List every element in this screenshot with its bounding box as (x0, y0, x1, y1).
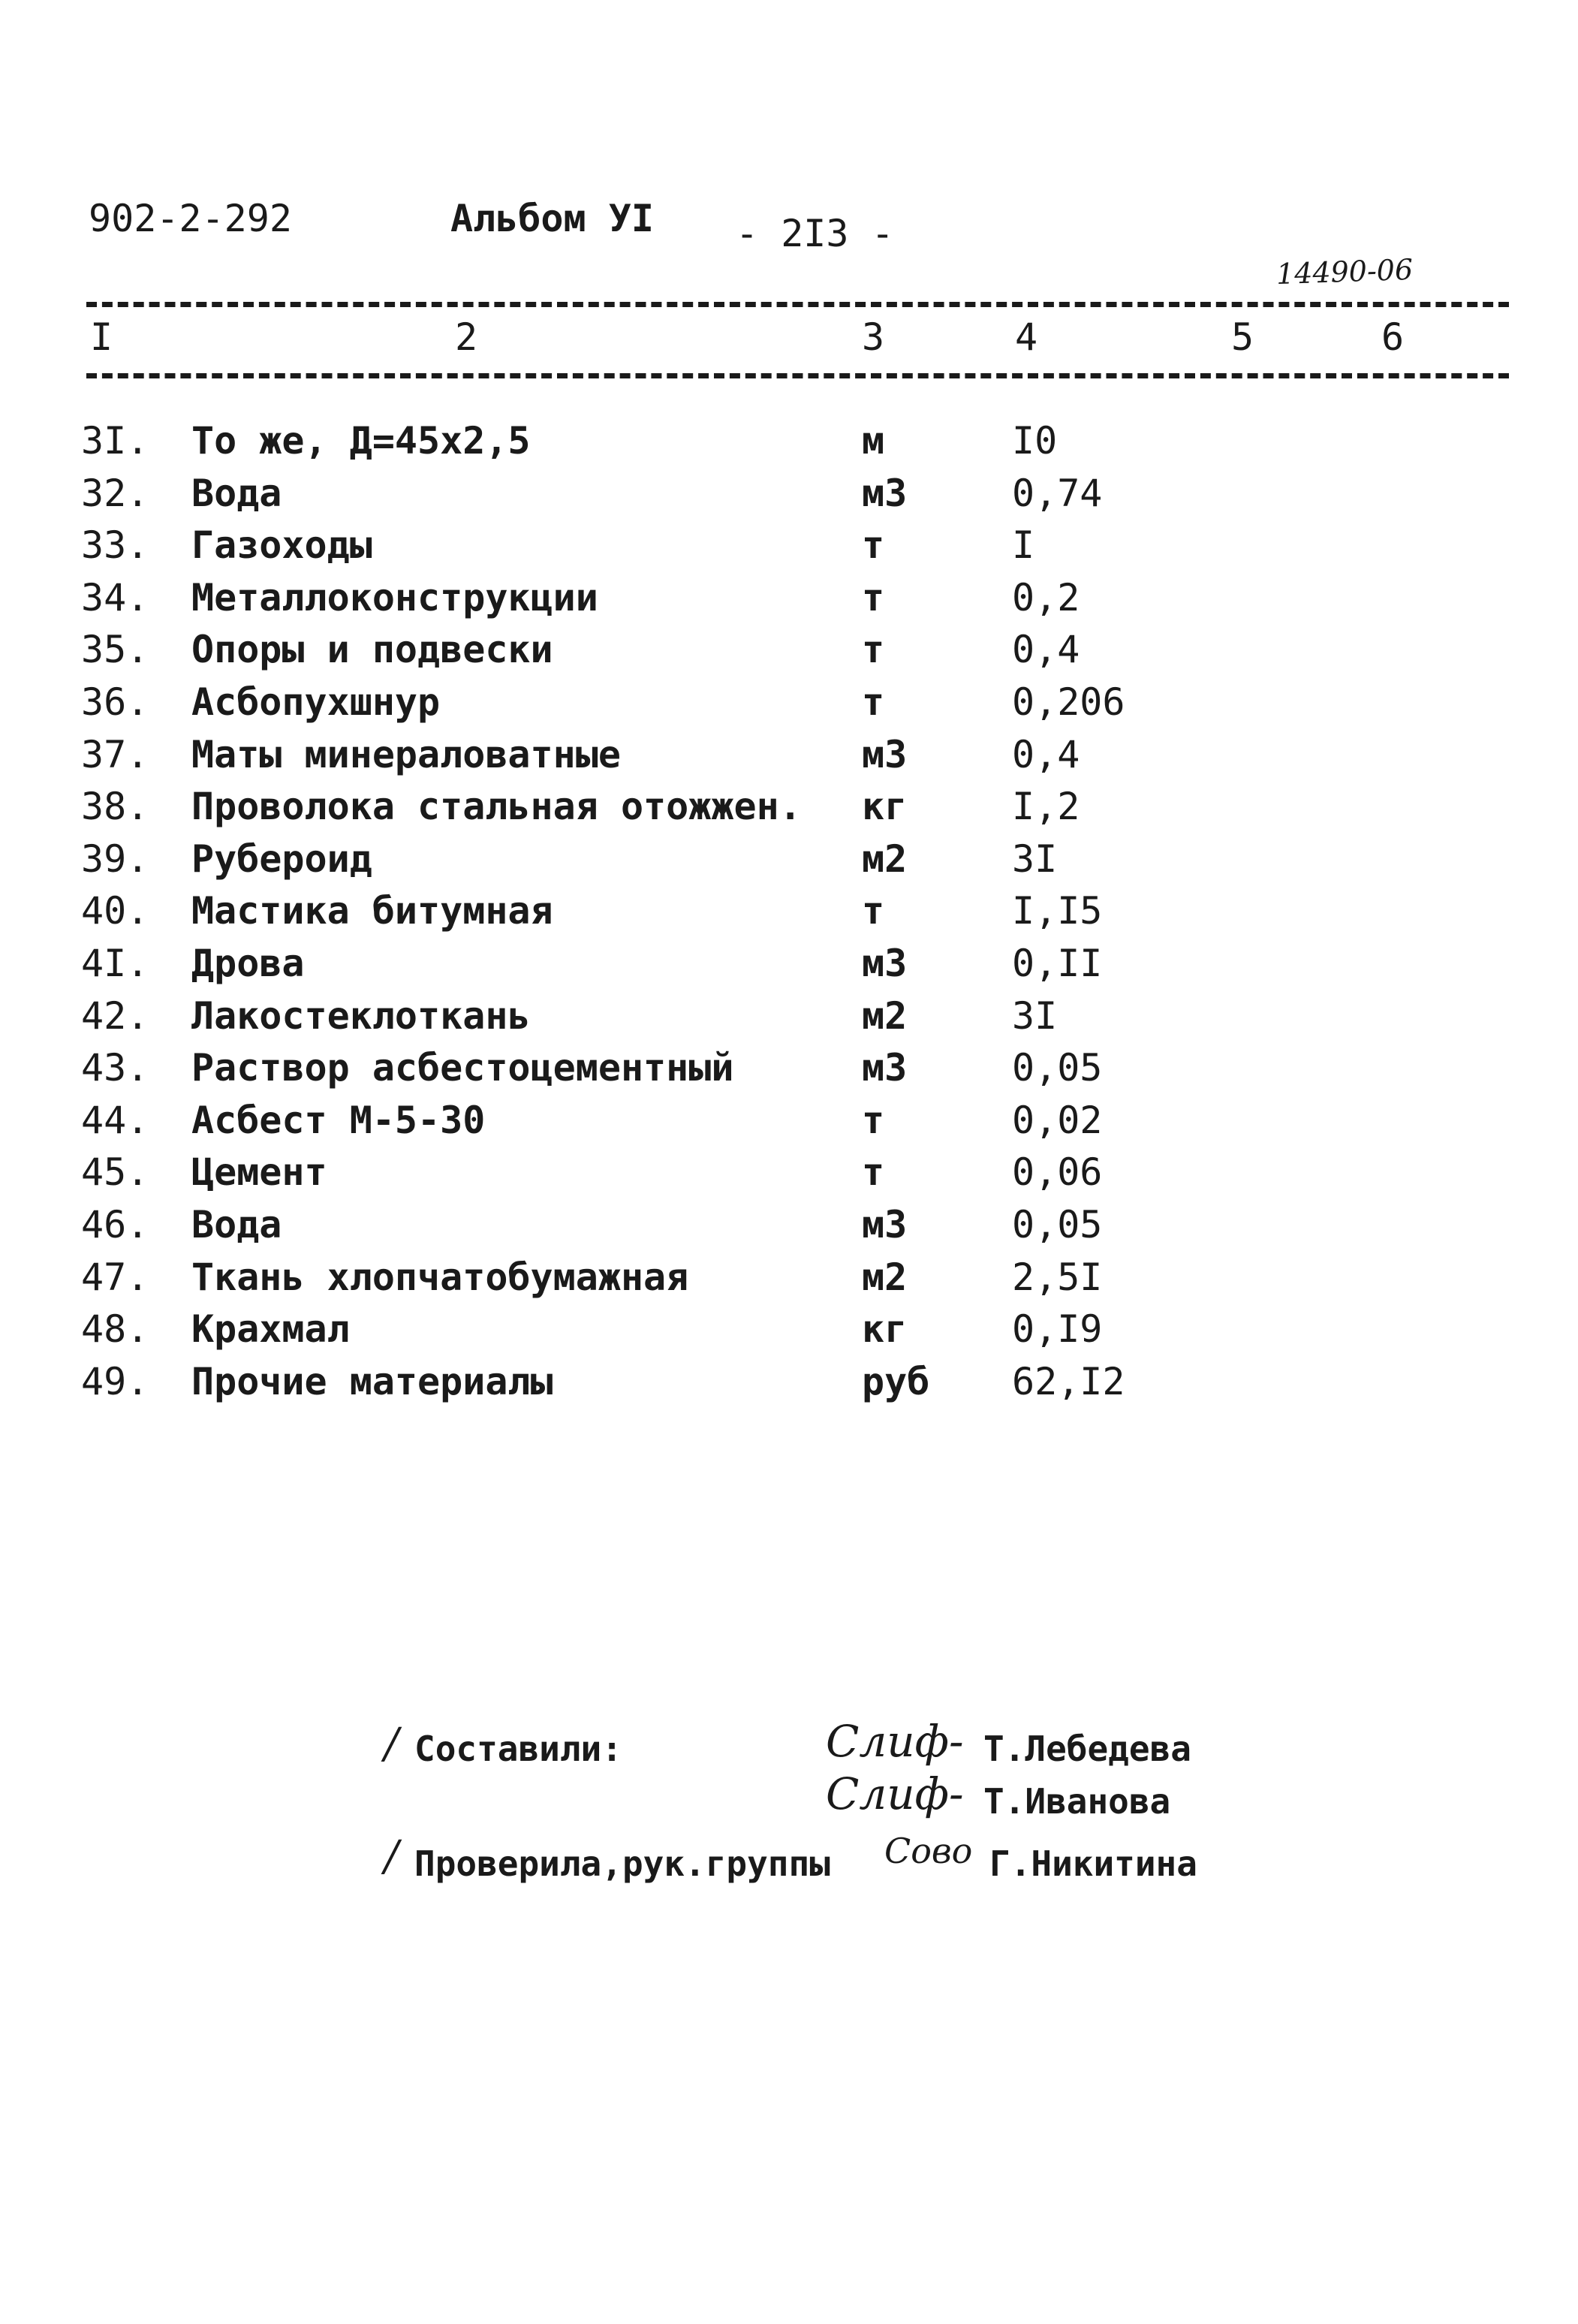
table-row (0, 628, 1578, 680)
material-name: Цемент (191, 1150, 327, 1195)
unit: т (862, 523, 885, 568)
material-name: Ткань хлопчатобумажная (191, 1255, 689, 1299)
compiled-by-2: Т.Иванова (983, 1781, 1171, 1822)
unit: м3 (862, 1203, 908, 1246)
row-number: 4I. (81, 942, 149, 985)
table-row (0, 1099, 1578, 1151)
reference-number: 14490-06 (1275, 252, 1414, 291)
slash-mark: / (384, 1720, 399, 1768)
material-name: Асбопухшнур (191, 680, 441, 724)
slash-mark-2: / (384, 1832, 399, 1881)
quantity: 0,05 (1012, 1046, 1103, 1090)
table-row (0, 733, 1578, 785)
page-number: - 2I3 - (736, 212, 894, 255)
row-number: 49. (81, 1359, 149, 1403)
column-header-6: 6 (1381, 315, 1405, 359)
column-header-3: 3 (862, 315, 885, 359)
quantity: 0,06 (1012, 1150, 1103, 1195)
material-name: Прочие материалы (191, 1359, 553, 1403)
unit: кг (862, 785, 908, 829)
material-name: Асбест М-5-30 (191, 1098, 486, 1142)
header-divider-bottom (86, 373, 1509, 378)
signature-nikitina: Сово (884, 1831, 973, 1871)
column-header-5: 5 (1231, 315, 1254, 359)
material-name: Опоры и подвески (191, 628, 553, 672)
checked-label: Проверила,рук.группы (414, 1843, 830, 1884)
material-name: Мастика битумная (191, 889, 553, 933)
row-number: 42. (81, 993, 149, 1038)
table-row (0, 837, 1578, 890)
table-row (0, 1150, 1578, 1203)
material-name: Раствор асбестоцементный (191, 1046, 734, 1090)
unit: кг (862, 1307, 908, 1352)
unit: м3 (862, 471, 908, 515)
unit: м2 (862, 836, 908, 881)
quantity: 0,II (1012, 942, 1103, 985)
material-name: Маты минераловатные (191, 732, 621, 776)
unit: т (862, 889, 885, 933)
material-name: Рубероид (191, 836, 372, 881)
row-number: 34. (81, 575, 149, 619)
quantity: 3I (1012, 836, 1058, 881)
table-row (0, 523, 1578, 576)
row-number: 45. (81, 1150, 149, 1195)
table-row (0, 680, 1578, 733)
row-number: 43. (81, 1046, 149, 1090)
table-row (0, 1046, 1578, 1099)
row-number: 44. (81, 1098, 149, 1142)
unit: т (862, 575, 885, 619)
unit: м2 (862, 1255, 908, 1299)
column-header-1: I (90, 315, 113, 359)
compiled-label: Составили: (414, 1729, 622, 1769)
material-name: Газоходы (191, 523, 372, 568)
unit: м3 (862, 1046, 908, 1090)
table-row (0, 1360, 1578, 1412)
unit: м2 (862, 993, 908, 1038)
table-row (0, 942, 1578, 994)
album-label: Альбом УI (450, 197, 654, 240)
table-row (0, 1255, 1578, 1308)
compiled-by-1: Т.Лебедева (983, 1729, 1191, 1769)
row-number: 39. (81, 836, 149, 881)
row-number: 38. (81, 785, 149, 829)
quantity: 0,4 (1012, 732, 1080, 776)
table-row (0, 576, 1578, 628)
material-name: Лакостеклоткань (191, 993, 531, 1038)
header-divider-top (86, 302, 1509, 307)
material-name: Металлоконструкции (191, 575, 598, 619)
material-name: Вода (191, 1203, 282, 1246)
table-row (0, 1307, 1578, 1360)
unit: т (862, 1098, 885, 1142)
row-number: 32. (81, 471, 149, 515)
material-name: Дрова (191, 942, 305, 985)
table-row (0, 994, 1578, 1047)
doc-code: 902-2-292 (89, 197, 292, 240)
quantity: 0,74 (1012, 471, 1103, 515)
quantity: I (1012, 523, 1035, 568)
quantity: 0,05 (1012, 1203, 1103, 1246)
quantity: 0,2 (1012, 575, 1080, 619)
quantity: 0,4 (1012, 628, 1080, 672)
quantity: 0,I9 (1012, 1307, 1103, 1352)
table-row (0, 889, 1578, 942)
row-number: 40. (81, 889, 149, 933)
table-row (0, 472, 1578, 524)
quantity: 0,02 (1012, 1098, 1103, 1142)
unit: м (862, 419, 885, 463)
quantity: 3I (1012, 993, 1058, 1038)
unit: т (862, 680, 885, 724)
table-row (0, 785, 1578, 837)
unit: м3 (862, 732, 908, 776)
row-number: 46. (81, 1203, 149, 1246)
unit: м3 (862, 942, 908, 985)
material-name: Проволока стальная отожжен. (191, 785, 802, 829)
row-number: 36. (81, 680, 149, 724)
signature-lebedeva: Слиф- (826, 1716, 964, 1767)
quantity: 2,5I (1012, 1255, 1103, 1299)
material-name: Крахмал (191, 1307, 350, 1352)
table-row (0, 419, 1578, 472)
quantity: 62,I2 (1012, 1359, 1125, 1403)
quantity: 0,206 (1012, 680, 1125, 724)
signature-ivanova: Слиф- (826, 1768, 964, 1819)
material-name: Вода (191, 471, 282, 515)
row-number: 3I. (81, 419, 149, 463)
unit: т (862, 1150, 885, 1195)
column-header-2: 2 (455, 315, 478, 359)
quantity: I,I5 (1012, 889, 1103, 933)
row-number: 33. (81, 523, 149, 568)
material-name: То же, Д=45х2,5 (191, 419, 531, 463)
unit: т (862, 628, 885, 672)
row-number: 48. (81, 1307, 149, 1352)
row-number: 35. (81, 628, 149, 672)
checked-by: Г.Никитина (989, 1843, 1197, 1884)
unit: руб (862, 1359, 930, 1403)
quantity: I,2 (1012, 785, 1080, 829)
row-number: 47. (81, 1255, 149, 1299)
column-header-4: 4 (1015, 315, 1038, 359)
table-row (0, 1203, 1578, 1255)
quantity: I0 (1012, 419, 1058, 463)
row-number: 37. (81, 732, 149, 776)
